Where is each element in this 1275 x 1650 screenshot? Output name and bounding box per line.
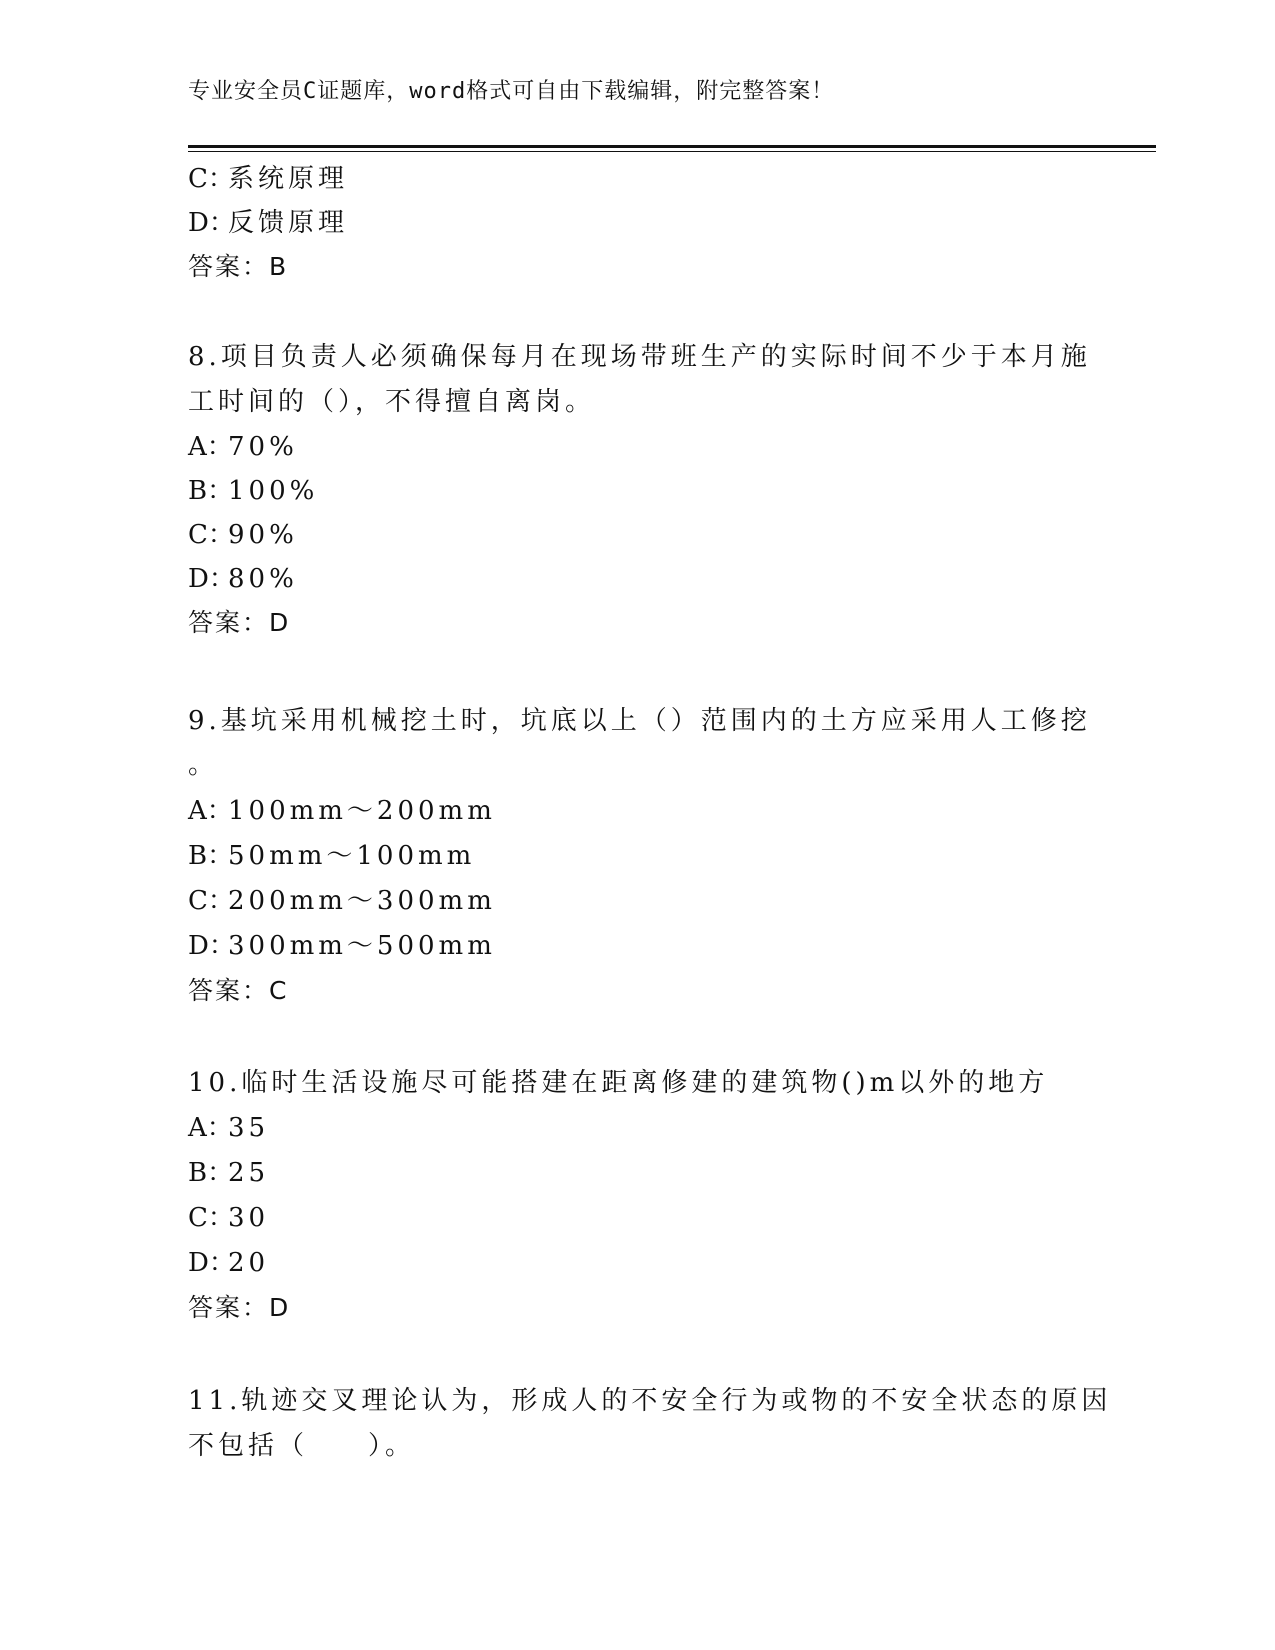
option-letter: B： — [188, 841, 234, 871]
option-q8-b — [188, 476, 318, 506]
question-9-line-2: 。 — [188, 750, 219, 780]
answer-value: B — [269, 252, 289, 281]
option-letter: B： — [188, 1158, 234, 1188]
question-11-line-2: 不包括（ ）。 — [188, 1431, 416, 1461]
question-8-line-2: 工时间的（），不得擅自离岗。 — [188, 387, 596, 417]
question-9-line-1: 9.基坑采用机械挖土时，坑底以上（）范围内的土方应采用人工修挖 — [188, 706, 1091, 736]
option-q10-c — [188, 1203, 269, 1233]
option-letter: A： — [188, 1113, 233, 1143]
option-text: 30 — [228, 1203, 270, 1233]
question-8-line-1: 8.项目负责人必须确保每月在现场带班生产的实际时间不少于本月施 — [188, 342, 1091, 372]
option-q7-c — [188, 164, 348, 194]
option-q7-d — [188, 208, 348, 238]
option-text: 25 — [228, 1158, 270, 1188]
option-text: 100mm～200mm — [228, 796, 496, 826]
option-text: 70% — [228, 432, 298, 462]
option-text: 35 — [228, 1113, 270, 1143]
option-q9-c — [188, 886, 496, 916]
option-letter: D： — [188, 208, 235, 238]
option-letter: A： — [188, 432, 233, 462]
option-text: 200mm～300mm — [228, 886, 496, 916]
answer-value: D — [269, 1293, 291, 1322]
option-text: 系统原理 — [228, 164, 349, 194]
answer-q8 — [188, 608, 290, 638]
option-q9-b — [188, 841, 475, 871]
header-rule-thin — [188, 151, 1156, 152]
answer-value: C — [269, 976, 289, 1005]
option-q10-a — [188, 1113, 269, 1143]
option-q9-a — [188, 796, 496, 826]
answer-value: D — [269, 608, 291, 637]
answer-label: 答案： — [188, 1293, 270, 1322]
answer-q10 — [188, 1293, 290, 1323]
answer-label: 答案： — [188, 608, 270, 637]
answer-q7 — [188, 252, 288, 282]
option-letter: D： — [188, 564, 235, 594]
option-text: 80% — [228, 564, 298, 594]
option-text: 100% — [228, 476, 319, 506]
option-q8-c — [188, 520, 298, 550]
option-text: 20 — [228, 1248, 270, 1278]
option-letter: C： — [188, 886, 234, 916]
option-letter: B： — [188, 476, 234, 506]
option-text: 反馈原理 — [228, 208, 349, 238]
option-letter: D： — [188, 1248, 235, 1278]
answer-label: 答案： — [188, 976, 270, 1005]
option-q10-d — [188, 1248, 269, 1278]
option-letter: C： — [188, 520, 234, 550]
option-letter: D： — [188, 931, 235, 961]
option-text: 90% — [228, 520, 298, 550]
option-text: 300mm～500mm — [228, 931, 496, 961]
option-q8-a — [188, 432, 298, 462]
header-rule-thick — [188, 145, 1156, 148]
question-11-line-1: 11.轨迹交叉理论认为，形成人的不安全行为或物的不安全状态的原因 — [188, 1386, 1112, 1416]
option-q8-d — [188, 564, 298, 594]
answer-q9 — [188, 976, 288, 1006]
option-letter: A： — [188, 796, 233, 826]
page-header: 专业安全员C证题库，word格式可自由下载编辑，附完整答案！ — [188, 79, 835, 104]
answer-label: 答案： — [188, 252, 270, 281]
option-q9-d — [188, 931, 496, 961]
option-letter: C： — [188, 1203, 234, 1233]
option-letter: C： — [188, 164, 234, 194]
option-q10-b — [188, 1158, 269, 1188]
option-text: 50mm～100mm — [228, 841, 476, 871]
question-10-line-1: 10.临时生活设施尽可能搭建在距离修建的建筑物()m以外的地方 — [188, 1068, 1049, 1098]
